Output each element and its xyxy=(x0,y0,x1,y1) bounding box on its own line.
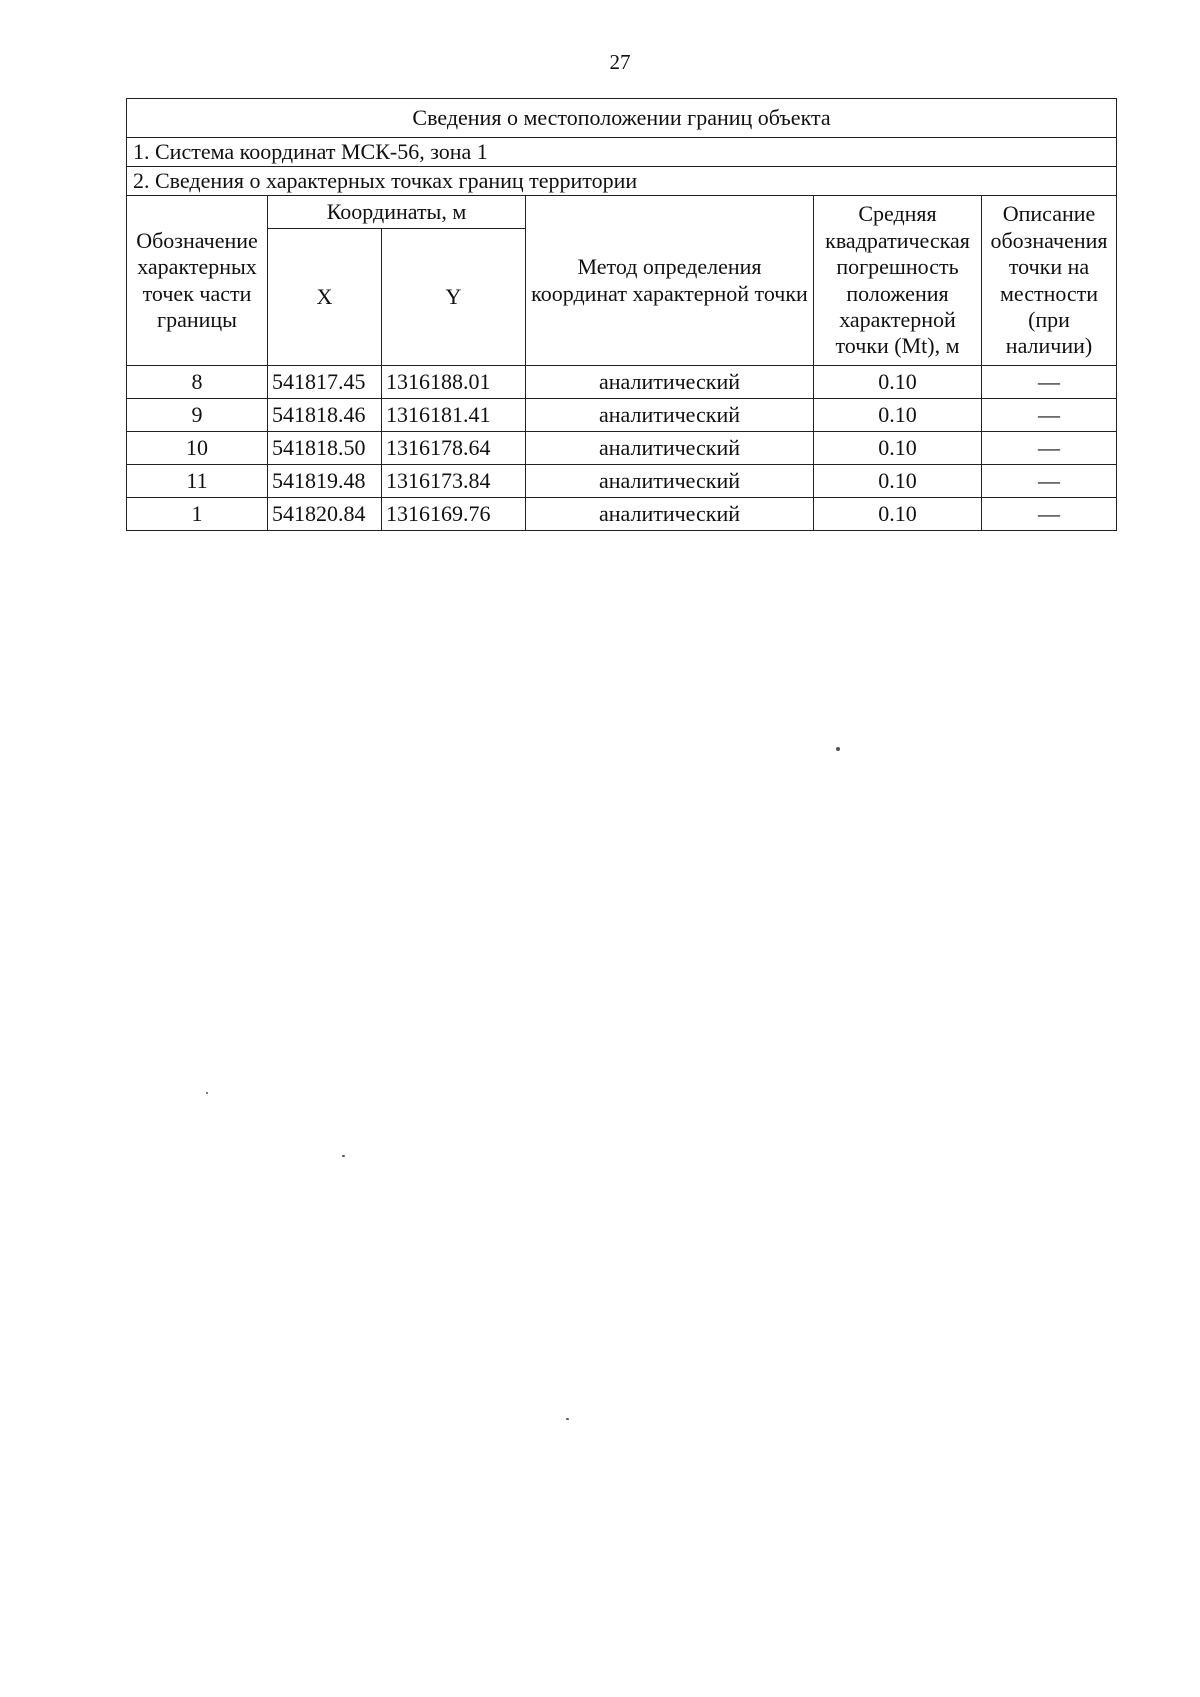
cell-point: 8 xyxy=(127,366,268,399)
cell-x: 541817.45 xyxy=(268,366,382,399)
header-coordinates: Координаты, м xyxy=(268,196,526,229)
header-description: Описание обозначения точки на местности (при наличии) xyxy=(982,196,1117,366)
coordinate-system: 1. Система координат МСК-56, зона 1 xyxy=(127,138,1117,167)
scan-speck xyxy=(342,1155,345,1157)
table-row xyxy=(127,498,1117,531)
cell-y: 1316188.01 xyxy=(382,366,526,399)
header-point-designation: Обозначение характерных точек части границы xyxy=(127,196,268,366)
coordinate-system-row xyxy=(127,138,1117,167)
cell-point: 1 xyxy=(127,498,268,531)
table-row xyxy=(127,366,1117,399)
boundary-table xyxy=(126,98,1117,531)
cell-point: 11 xyxy=(127,465,268,498)
cell-x: 541818.46 xyxy=(268,399,382,432)
cell-x: 541819.48 xyxy=(268,465,382,498)
cell-point: 10 xyxy=(127,432,268,465)
table-row xyxy=(127,432,1117,465)
cell-error: 0.10 xyxy=(814,498,982,531)
page-number: 27 xyxy=(609,50,631,74)
scan-speck xyxy=(206,1092,208,1094)
cell-x: 541820.84 xyxy=(268,498,382,531)
section-title-row xyxy=(127,167,1117,196)
header-row-1 xyxy=(127,196,1117,229)
table-title: Сведения о местоположении границ объекта xyxy=(127,99,1117,138)
cell-point: 9 xyxy=(127,399,268,432)
cell-method: аналитический xyxy=(526,465,814,498)
cell-y: 1316178.64 xyxy=(382,432,526,465)
header-error: Средняя квадратическая погрешность положения характерной точки (Mt), м xyxy=(814,196,982,366)
table-row xyxy=(127,399,1117,432)
cell-error: 0.10 xyxy=(814,432,982,465)
table-row xyxy=(127,465,1117,498)
data-rows xyxy=(127,366,1117,531)
header-y: Y xyxy=(382,229,526,366)
cell-description: — xyxy=(982,366,1117,399)
cell-description: — xyxy=(982,399,1117,432)
cell-y: 1316181.41 xyxy=(382,399,526,432)
header-x: X xyxy=(268,229,382,366)
cell-method: аналитический xyxy=(526,366,814,399)
cell-x: 541818.50 xyxy=(268,432,382,465)
scan-speck xyxy=(836,747,840,751)
cell-error: 0.10 xyxy=(814,366,982,399)
cell-method: аналитический xyxy=(526,432,814,465)
cell-description: — xyxy=(982,465,1117,498)
cell-method: аналитический xyxy=(526,498,814,531)
cell-error: 0.10 xyxy=(814,399,982,432)
cell-description: — xyxy=(982,498,1117,531)
section-title: 2. Сведения о характерных точках границ территории xyxy=(127,167,1117,196)
table-title-row xyxy=(127,99,1117,138)
cell-method: аналитический xyxy=(526,399,814,432)
header-method: Метод определения координат характерной точки xyxy=(526,196,814,366)
cell-description: — xyxy=(982,432,1117,465)
scan-speck xyxy=(566,1418,569,1420)
cell-error: 0.10 xyxy=(814,465,982,498)
cell-y: 1316173.84 xyxy=(382,465,526,498)
cell-y: 1316169.76 xyxy=(382,498,526,531)
